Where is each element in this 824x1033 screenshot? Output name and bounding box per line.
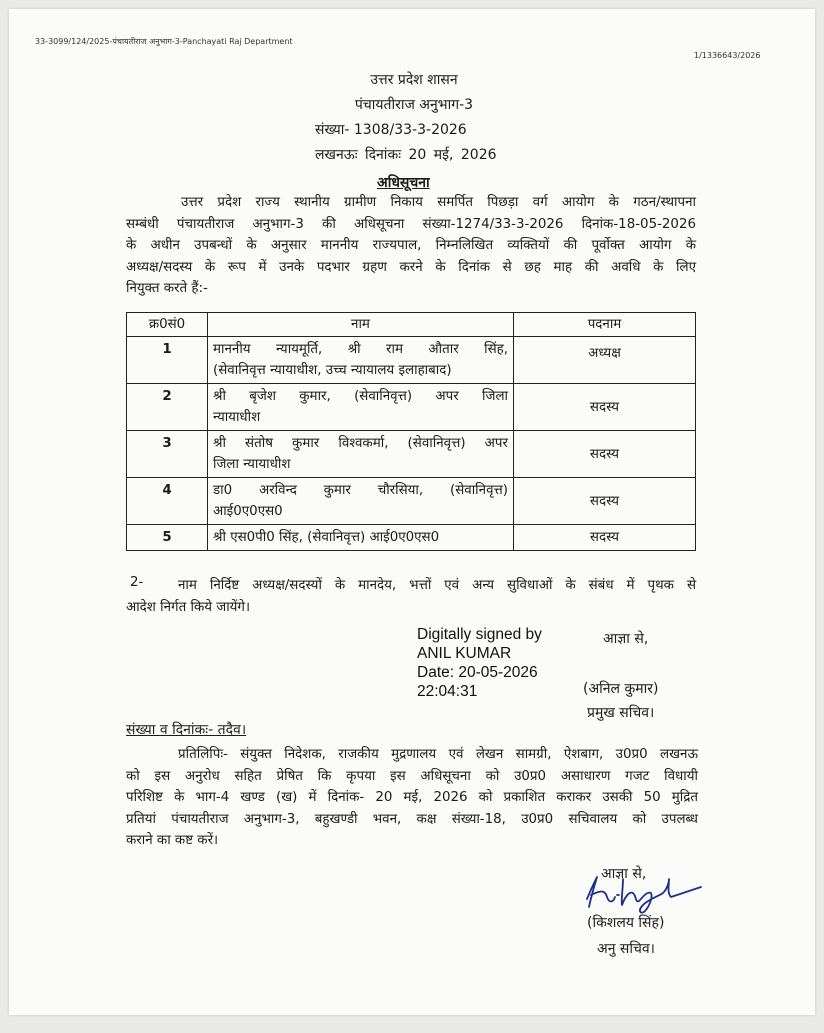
order-number: संख्या- 1308/33-3-2026 bbox=[315, 122, 467, 138]
point-2-text bbox=[126, 575, 696, 618]
document-page bbox=[9, 9, 815, 1015]
digital-signature-date: Date: 20-05-2026 bbox=[417, 664, 538, 681]
table-header-row bbox=[127, 313, 696, 337]
copy-line: प्रतिलिपिः- संयुक्त निदेशक, राजकीय मुद्रणालय एवं लेखन सामग्री, ऐशबाग, उ0प्र0 लखनऊ bbox=[178, 747, 698, 762]
notification-body bbox=[126, 192, 696, 300]
digital-signature-time: 22:04:31 bbox=[417, 683, 478, 700]
header-designation: पदनाम bbox=[514, 313, 696, 337]
department-heading: पंचायतीराज अनुभाग-3 bbox=[354, 97, 474, 113]
row-designation: सदस्य bbox=[514, 384, 696, 431]
name-line: श्री एस0पी0 सिंह, (सेवानिवृत्त) आई0ए0एस0 bbox=[213, 530, 440, 545]
body-line: उत्तर प्रदेश राज्य स्थानीय ग्रामीण निकाय समर्पित पिछड़ा वर्ग आयोग के गठन/स्थापना bbox=[181, 195, 696, 210]
digital-signature-block bbox=[417, 625, 542, 701]
row-serial: 4 bbox=[127, 478, 208, 525]
name-line: श्री संतोष कुमार विश्वकर्मा, (सेवानिवृत्त) अपर bbox=[213, 436, 508, 451]
handwritten-signature-icon bbox=[577, 867, 707, 917]
row-designation: सदस्य bbox=[514, 431, 696, 478]
row-designation: सदस्य bbox=[514, 525, 696, 551]
appointees-table bbox=[126, 312, 696, 551]
government-heading: उत्तर प्रदेश शासन bbox=[370, 72, 458, 88]
body-line: सम्बंधी पंचायतीराज अनुभाग-3 की अधिसूचना संख्या-1274/33-3-2026 दिनांक-18-05-2026 bbox=[126, 216, 696, 232]
copy-line: को इस अनुरोध सहित प्रेषित कि कृपया इस अधिसूचना को उ0प्र0 असाधारण गजट विधायी bbox=[126, 768, 698, 784]
body-line: अध्यक्ष/सदस्य के रूप में उनके पदभार ग्रहण करने के दिनांक से छह माह की अवधि के लिए bbox=[126, 259, 696, 275]
file-reference-right: 1/1336643/2026 bbox=[694, 51, 761, 60]
table-row bbox=[127, 337, 696, 384]
file-reference-left: 33-3099/124/2025-पंचायतीराज अनुभाग-3-Panchayati Raj Department bbox=[35, 37, 293, 46]
signatory-name: (अनिल कुमार) bbox=[583, 681, 659, 697]
name-line: जिला न्यायाधीश bbox=[213, 457, 291, 472]
copy-reference: संख्या व दिनांकः- तदैव। bbox=[126, 722, 247, 738]
order-by-label-2: आज्ञा से, bbox=[601, 866, 647, 882]
copy-line: प्रतियां पंचायतीराज अनुभाग-3, बहुखण्डी भवन, कक्ष संख्या-18, उ0प्र0 सचिवालय को उपलब्ध bbox=[126, 811, 698, 827]
digital-signature-line: Digitally signed by bbox=[417, 626, 542, 643]
copy-to-paragraph bbox=[126, 744, 698, 852]
table-row bbox=[127, 478, 696, 525]
signatory-designation: प्रमुख सचिव। bbox=[587, 705, 655, 721]
table-row bbox=[127, 384, 696, 431]
name-line: डा0 अरविन्द कुमार चौरसिया, (सेवानिवृत्त) bbox=[213, 483, 508, 498]
point-2-number: 2- bbox=[130, 575, 144, 590]
signatory2-designation: अनु सचिव। bbox=[597, 941, 655, 957]
copy-line: परिशिष्ट के भाग-4 खण्ड (ख) में दिनांक- 20 मई, 2026 को प्रकाशित कराकर उसकी 50 मुद्रित bbox=[126, 790, 698, 805]
point-2-line: नाम निर्दिष्ट अध्यक्ष/सदस्यों के मानदेय, भत्तों एवं अन्य सुविधाओं के संबंध में पृथक से bbox=[178, 578, 696, 593]
name-line: माननीय न्यायमूर्ति, श्री राम औतार सिंह, bbox=[213, 342, 508, 357]
signatory2-name: (किशलय सिंह) bbox=[587, 915, 665, 931]
row-name bbox=[208, 525, 514, 551]
row-serial: 5 bbox=[127, 525, 208, 551]
name-line: (सेवानिवृत्त न्यायाधीश, उच्च न्यायालय इलाहाबाद) bbox=[213, 363, 452, 378]
row-serial: 1 bbox=[127, 337, 208, 384]
digital-signature-signer: ANIL KUMAR bbox=[417, 645, 512, 662]
row-name bbox=[208, 431, 514, 478]
name-line: आई0ए0एस0 bbox=[213, 504, 283, 519]
table-row bbox=[127, 431, 696, 478]
copy-line: कराने का कष्ट करें। bbox=[126, 833, 219, 848]
order-date: लखनऊः दिनांकः 20 मई, 2026 bbox=[315, 147, 497, 163]
row-serial: 3 bbox=[127, 431, 208, 478]
header-serial: क्र0सं0 bbox=[127, 313, 208, 337]
point-2-line: आदेश निर्गत किये जायेंगे। bbox=[126, 599, 251, 615]
row-designation: सदस्य bbox=[514, 478, 696, 525]
row-name bbox=[208, 337, 514, 384]
row-name bbox=[208, 384, 514, 431]
body-line: नियुक्त करते हैं:- bbox=[126, 281, 208, 296]
name-line: श्री बृजेश कुमार, (सेवानिवृत्त) अपर जिला bbox=[213, 389, 508, 404]
order-by-label: आज्ञा से, bbox=[603, 631, 649, 647]
row-name bbox=[208, 478, 514, 525]
table-row bbox=[127, 525, 696, 551]
body-line: के अधीन उपबन्धों के अनुसार माननीय राज्यपाल, निम्नलिखित व्यक्तियों की पूर्वोक्त आयोग के bbox=[126, 238, 696, 253]
row-designation: अध्यक्ष bbox=[514, 337, 696, 384]
name-line: न्यायाधीश bbox=[213, 410, 261, 425]
header-name: नाम bbox=[208, 313, 514, 337]
row-serial: 2 bbox=[127, 384, 208, 431]
notification-title: अधिसूचना bbox=[377, 175, 430, 191]
